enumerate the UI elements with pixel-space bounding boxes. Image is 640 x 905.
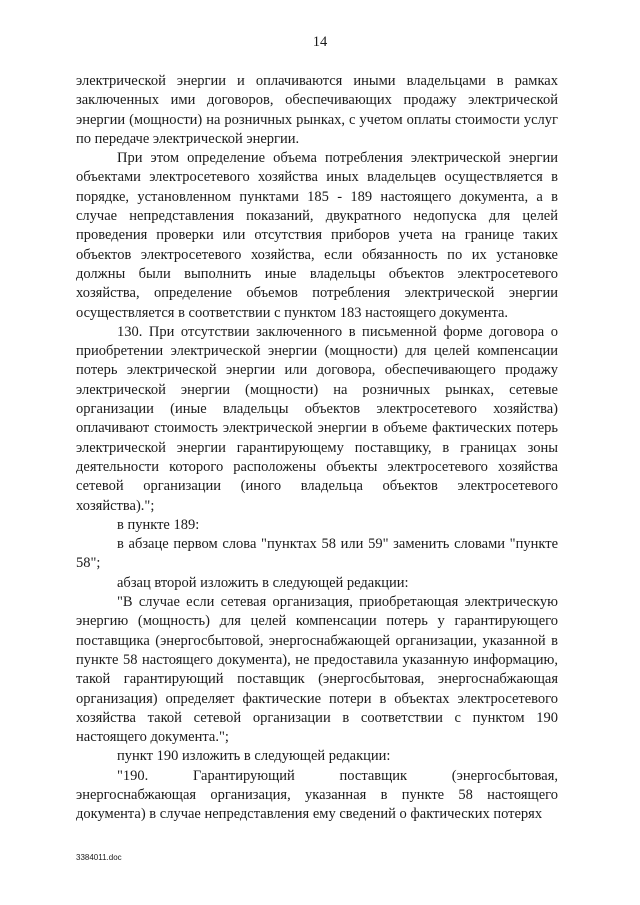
page-number: 14 (312, 34, 328, 50)
document-filename-footer: 3384011.doc (76, 853, 122, 862)
paragraph-consumption-volume: При этом определение объема потребления электрической энергии объектами электросетевого хозяйства иных владельцев осуществляется в порядке, установленном пунктами 185 - 189 настоящего документа, а в случае непредставления показаний, двукратного недопуска для целей проведения проверки или отсутствия приборов учета на границе таких объектов электросетевого хозяйства, если обязанность по их установке должны были выполнить иные владельцы объектов электросетевого хозяйства, определение объемов потребления электрической энергии осуществляется в соответствии с пунктом 183 настоящего документа. (76, 150, 558, 321)
paragraph-item-190-new-text: "190. Гарантирующий поставщик (энергосбытовая, энергоснабжающая организация, указанная в пункте 58 настоящего документа) в случае непредставления ему сведений о фактических потерях (76, 767, 558, 823)
paragraph-continuation: электрической энергии и оплачиваются иными владельцами в рамках заключенных ими договоров, обеспечивающих продажу электрической энергии (мощности) на розничных рынках, с учетом оплаты стоимости услуг по передаче электрической энергии. (76, 73, 558, 147)
paragraph-item-189-first-abzac: в абзаце первом слова "пунктах 58 или 59" заменить словами "пункте 58"; (76, 536, 558, 572)
paragraph-item-189-second-abzac-heading: абзац второй изложить в следующей редакции: (117, 574, 409, 591)
paragraph-item-189-new-text: "В случае если сетевая организация, приобретающая электрическую энергию (мощность) для целей компенсации потерь у гарантирующего поставщика (энергосбытовой, энергоснабжающей организации, указанной в пункте 58 настоящего документа), не предоставила указанную информацию, такой гарантирующий поставщик (энергосбытовая, энергоснабжающая организация) определяет фактические потери в объектах электросетевого хозяйства такой сетевой организации в соответствии с пунктом 190 настоящего документа."; (76, 594, 558, 746)
document-body (76, 72, 558, 825)
paragraph-item-189-heading: в пункте 189: (117, 516, 200, 533)
paragraph-item-130: 130. При отсутствии заключенного в письменной форме договора о приобретении электрической энергии (мощности) для целей компенсации потерь электрической энергии или договора, обеспечивающего продажу электрической энергии (мощности) на розничных рынках, сетевые организации (иные владельцы объектов электросетевого хозяйства) оплачивают стоимость электрической энергии в объеме фактических потерь электрической энергии гарантирующему поставщику, в границах зоны деятельности которого расположены объекты электросетевого хозяйства сетевой организации (иного владельца объектов электросетевого хозяйства)."; (76, 323, 558, 514)
paragraph-item-190-heading: пункт 190 изложить в следующей редакции: (117, 748, 391, 765)
